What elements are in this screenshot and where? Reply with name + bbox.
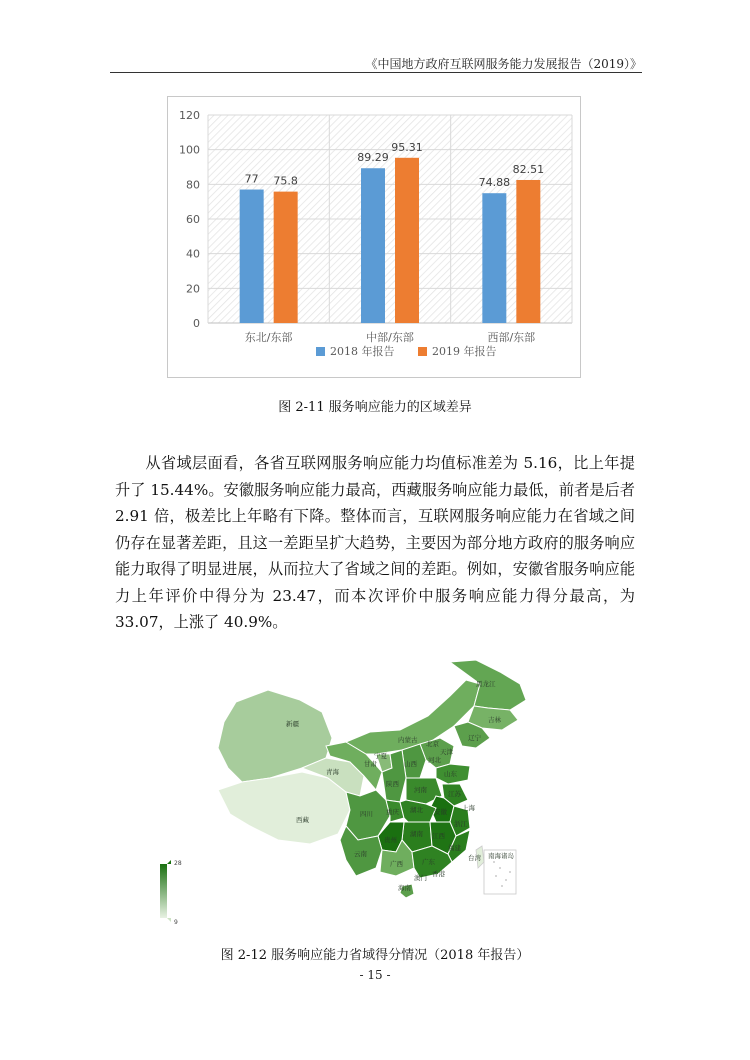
y-tick-label: 120 <box>179 109 200 122</box>
x-category-label: 西部/东部 <box>487 331 536 344</box>
label-beijing: 北京 <box>426 740 439 748</box>
bar-2019 <box>274 192 298 323</box>
running-header-title: 《中国地方政府互联网服务能力发展报告（2019）》 <box>365 57 642 71</box>
legend-top-handle-icon <box>167 860 171 864</box>
label-hainan: 海南 <box>398 884 411 892</box>
label-guangdong: 广东 <box>422 858 435 866</box>
page-number: - 15 - <box>359 968 391 982</box>
label-yunnan: 云南 <box>354 850 367 858</box>
label-tianjin: 天津 <box>440 748 453 756</box>
figure-2-caption: 图 2-12 服务响应能力省域得分情况（2018 年报告） <box>220 948 530 963</box>
label-shandong: 山东 <box>444 770 457 778</box>
legend-max-label: 28 <box>174 860 182 867</box>
y-tick-label: 40 <box>186 247 200 261</box>
label-hunan: 湖南 <box>410 830 423 838</box>
label-chongqing: 重庆 <box>386 808 399 816</box>
label-anhui: 安徽 <box>434 808 447 816</box>
y-tick-label: 20 <box>186 282 200 296</box>
label-zhejiang: 浙江 <box>454 820 467 828</box>
bar-data-label: 75.8 <box>273 174 298 188</box>
legend-min-label: 9 <box>174 919 178 926</box>
bar-chart <box>167 96 581 378</box>
bar-2018 <box>240 190 264 323</box>
bar-2019 <box>395 158 419 323</box>
label-gansu: 甘肃 <box>364 760 377 768</box>
label-heilongjiang: 黑龙江 <box>476 680 496 688</box>
legend-color-bar <box>160 864 167 918</box>
label-guangxi: 广西 <box>390 860 403 868</box>
label-ningxia: 宁夏 <box>374 752 387 760</box>
label-tibet: 西藏 <box>296 816 309 824</box>
label-shaanxi: 陕西 <box>386 780 399 788</box>
bar-2018 <box>361 168 385 323</box>
bar-data-label: 74.88 <box>478 176 511 190</box>
figure-1-caption: 图 2-11 服务响应能力的区域差异 <box>278 400 472 415</box>
legend-bottom-handle-icon <box>167 918 171 922</box>
map-region-tibet <box>218 772 350 844</box>
bar-2019 <box>516 180 540 323</box>
y-tick-label: 60 <box>186 213 200 226</box>
header-rule <box>110 72 642 73</box>
label-jiangsu: 江苏 <box>448 790 461 798</box>
body-text <box>115 450 635 636</box>
bar-data-label: 89.29 <box>357 151 389 165</box>
legend-label-2018: 2018 年报告 <box>330 345 395 358</box>
label-taiwan: 台湾 <box>468 854 481 862</box>
china-map-figure <box>150 650 590 935</box>
south-china-sea-islands <box>493 861 511 887</box>
y-tick-label: 0 <box>193 317 200 330</box>
legend-swatch-2019 <box>418 347 427 356</box>
y-tick-label: 100 <box>179 143 200 157</box>
label-guizhou: 贵州 <box>384 836 397 844</box>
legend-label-2019: 2019 年报告 <box>432 345 497 358</box>
bar-chart-svg <box>168 97 580 377</box>
bar-2018 <box>482 193 506 323</box>
legend-swatch-2018 <box>316 347 325 356</box>
label-qinghai: 青海 <box>326 768 339 776</box>
label-south-china-sea: 南海诸岛 <box>488 852 514 860</box>
label-henan: 河南 <box>414 786 427 794</box>
china-map-svg <box>150 650 590 935</box>
label-hongkong: 香港 <box>432 870 445 878</box>
label-xinjiang: 新疆 <box>286 720 299 728</box>
label-liaoning: 辽宁 <box>468 734 481 742</box>
bar-data-label: 95.31 <box>391 140 423 154</box>
label-shanxi: 山西 <box>404 760 417 768</box>
label-inner-mongolia: 内蒙古 <box>398 736 418 744</box>
bar-data-label: 82.51 <box>512 162 545 176</box>
label-macau: 澳门 <box>414 874 427 882</box>
label-sichuan: 四川 <box>360 810 373 818</box>
body-paragraph: 从省域层面看，各省互联网服务响应能力均值标准差为 5.16，比上年提升了 15.44%。安徽服务响应能力最高，西藏服务响应能力最低，前者是后者 2.91 倍，极差比上年略有下降。整体而言，互联网服务响应能力在省域之间仍存在显著差距，且这一差距呈扩大趋势，主要因为部分地方政府的服务响应能力取得了明显进展，从而拉大了省域之间的差距。例如，安徽省服务响应能力上年评价中得分为 23.47，而本次评价中服务响应能力得分最高，为 33.07，上涨了 40.9%。 <box>115 454 635 631</box>
label-hebei: 河北 <box>428 756 441 764</box>
label-jiangxi: 江西 <box>432 832 445 840</box>
bar-data-label: 77 <box>244 172 259 186</box>
label-jilin: 吉林 <box>488 716 501 724</box>
y-tick-label: 80 <box>186 178 200 192</box>
label-hubei: 湖北 <box>410 806 423 814</box>
label-fujian: 福建 <box>448 844 461 852</box>
x-category-label: 中部/东部 <box>366 331 414 344</box>
label-shanghai: 上海 <box>462 804 475 812</box>
x-category-label: 东北/东部 <box>244 331 293 344</box>
